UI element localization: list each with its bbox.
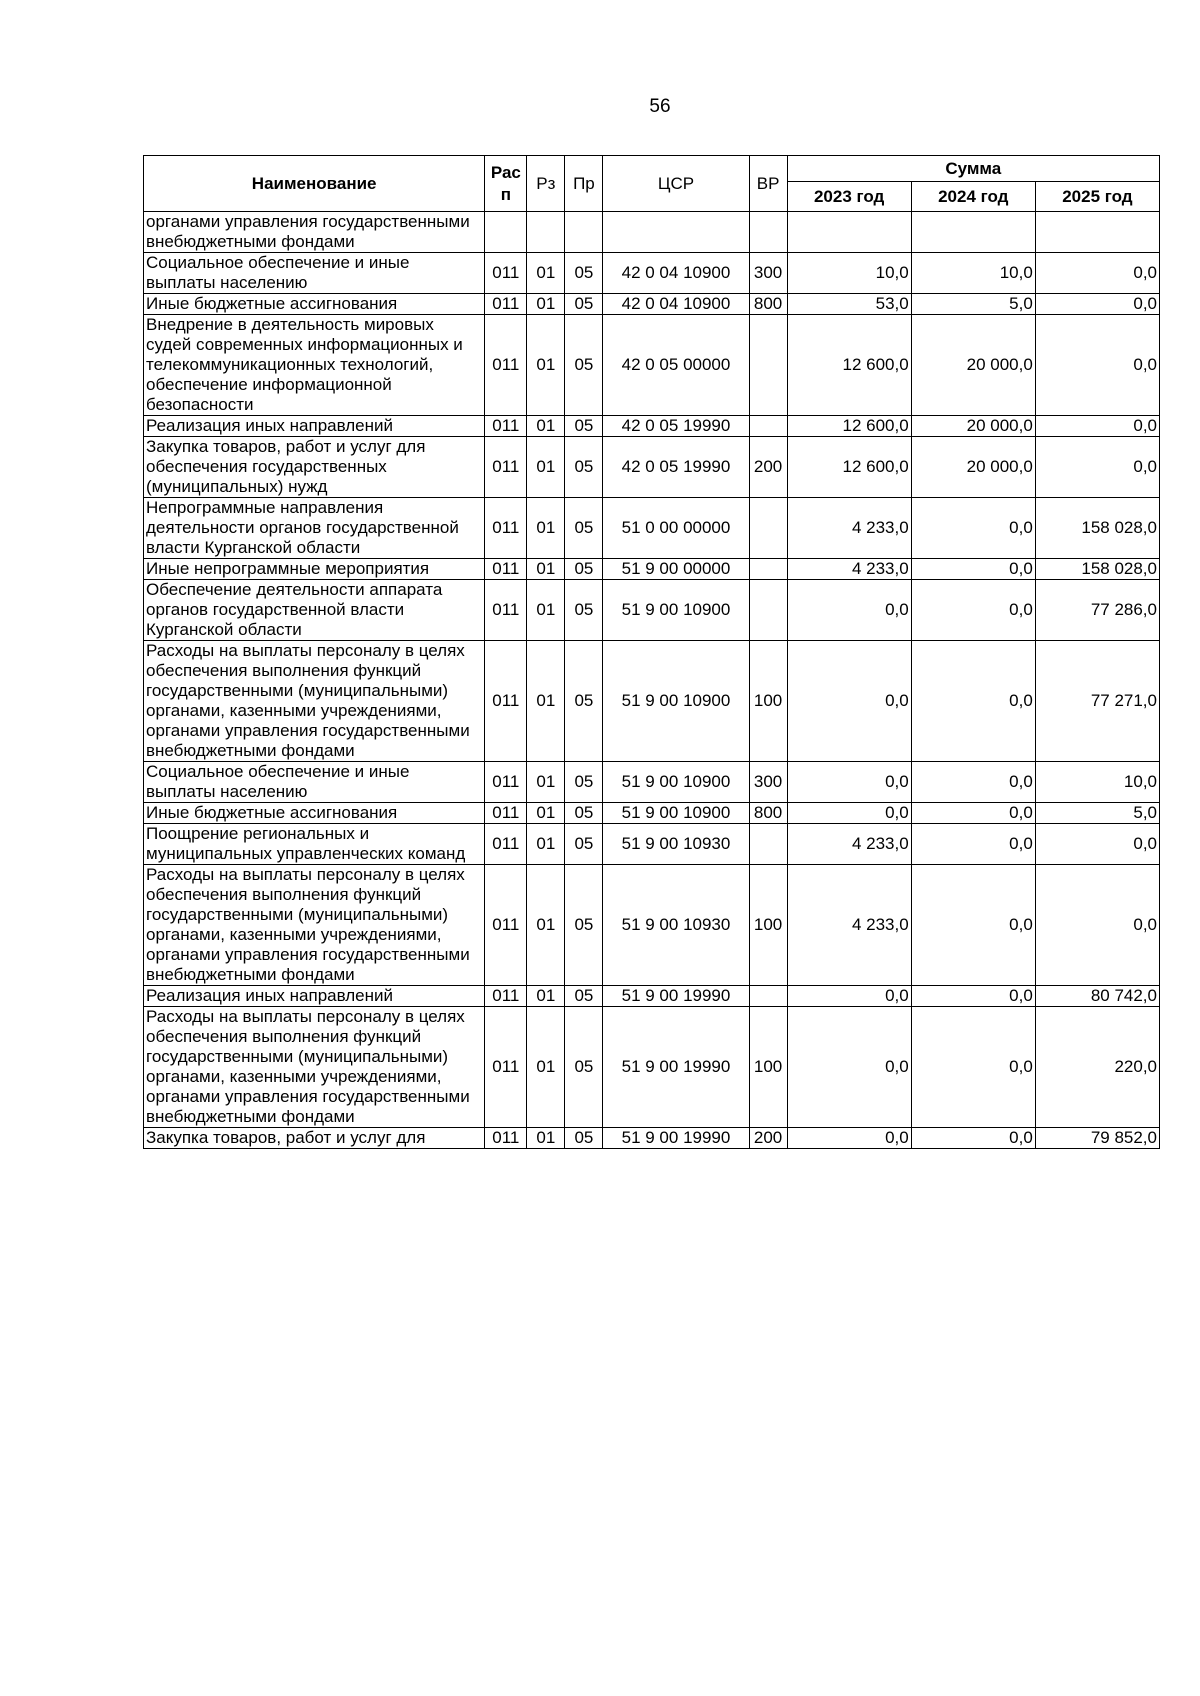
cell-pr: 05 xyxy=(565,294,603,315)
cell-sum-2024: 20 000,0 xyxy=(911,416,1035,437)
header-year-2023: 2023 год xyxy=(787,182,911,212)
cell-rz: 01 xyxy=(527,559,565,580)
cell-csr: 42 0 05 19990 xyxy=(603,416,749,437)
cell-sum-2024: 5,0 xyxy=(911,294,1035,315)
cell-sum-2023: 0,0 xyxy=(787,986,911,1007)
cell-name: Расходы на выплаты персоналу в целях обеспечения выполнения функций государственными (муниципальными) органами, казенными учреждениями, органами управления государственными внебюджетными фондами xyxy=(144,641,485,762)
cell-rasp: 011 xyxy=(485,1128,527,1149)
cell-csr: 51 9 00 19990 xyxy=(603,1007,749,1128)
cell-name: Закупка товаров, работ и услуг для xyxy=(144,1128,485,1149)
table-row xyxy=(144,803,1160,824)
table-row xyxy=(144,253,1160,294)
cell-rz: 01 xyxy=(527,641,565,762)
cell-csr: 51 9 00 10900 xyxy=(603,641,749,762)
cell-pr: 05 xyxy=(565,1007,603,1128)
table-row xyxy=(144,294,1160,315)
cell-pr: 05 xyxy=(565,315,603,416)
cell-vr: 300 xyxy=(749,762,787,803)
table-row xyxy=(144,762,1160,803)
cell-rasp: 011 xyxy=(485,762,527,803)
header-year-2024: 2024 год xyxy=(911,182,1035,212)
cell-vr xyxy=(749,498,787,559)
cell-rz: 01 xyxy=(527,437,565,498)
cell-sum-2024: 10,0 xyxy=(911,253,1035,294)
cell-rasp: 011 xyxy=(485,315,527,416)
cell-name: Закупка товаров, работ и услуг для обеспечения государственных (муниципальных) нужд xyxy=(144,437,485,498)
cell-name: Внедрение в деятельность мировых судей современных информационных и телекоммуникационных технологий, обеспечение информационной безопасности xyxy=(144,315,485,416)
cell-name: Иные бюджетные ассигнования xyxy=(144,294,485,315)
table-row xyxy=(144,315,1160,416)
table-row xyxy=(144,212,1160,253)
cell-sum-2024: 0,0 xyxy=(911,1128,1035,1149)
cell-vr xyxy=(749,580,787,641)
header-sum: Сумма xyxy=(787,156,1159,182)
table-row xyxy=(144,416,1160,437)
cell-sum-2025: 0,0 xyxy=(1035,437,1159,498)
cell-rasp: 011 xyxy=(485,824,527,865)
cell-sum-2024: 0,0 xyxy=(911,559,1035,580)
cell-sum-2025: 0,0 xyxy=(1035,294,1159,315)
cell-pr: 05 xyxy=(565,986,603,1007)
cell-name: Реализация иных направлений xyxy=(144,416,485,437)
cell-pr: 05 xyxy=(565,641,603,762)
cell-vr xyxy=(749,416,787,437)
cell-pr: 05 xyxy=(565,1128,603,1149)
cell-pr: 05 xyxy=(565,580,603,641)
cell-rasp: 011 xyxy=(485,498,527,559)
cell-rasp: 011 xyxy=(485,986,527,1007)
cell-rz xyxy=(527,212,565,253)
cell-sum-2023 xyxy=(787,212,911,253)
cell-sum-2024: 0,0 xyxy=(911,986,1035,1007)
cell-csr: 51 9 00 10900 xyxy=(603,803,749,824)
table-row xyxy=(144,498,1160,559)
table-row xyxy=(144,580,1160,641)
cell-csr: 51 9 00 10930 xyxy=(603,865,749,986)
cell-rz: 01 xyxy=(527,253,565,294)
cell-sum-2025: 0,0 xyxy=(1035,865,1159,986)
cell-rasp xyxy=(485,212,527,253)
cell-sum-2023: 0,0 xyxy=(787,803,911,824)
cell-vr: 200 xyxy=(749,437,787,498)
cell-sum-2024: 0,0 xyxy=(911,1007,1035,1128)
cell-csr: 42 0 05 00000 xyxy=(603,315,749,416)
header-rz: Рз xyxy=(527,156,565,212)
cell-rasp: 011 xyxy=(485,580,527,641)
cell-sum-2025 xyxy=(1035,212,1159,253)
cell-csr: 42 0 04 10900 xyxy=(603,294,749,315)
cell-pr: 05 xyxy=(565,865,603,986)
cell-rasp: 011 xyxy=(485,294,527,315)
table-row xyxy=(144,1128,1160,1149)
cell-pr: 05 xyxy=(565,416,603,437)
cell-rasp: 011 xyxy=(485,437,527,498)
cell-vr: 300 xyxy=(749,253,787,294)
cell-name: органами управления государственными внебюджетными фондами xyxy=(144,212,485,253)
cell-pr: 05 xyxy=(565,498,603,559)
table-row xyxy=(144,559,1160,580)
cell-csr: 51 9 00 10930 xyxy=(603,824,749,865)
header-rasp: Рас п xyxy=(485,156,527,212)
cell-csr xyxy=(603,212,749,253)
cell-sum-2023: 0,0 xyxy=(787,580,911,641)
cell-pr xyxy=(565,212,603,253)
cell-name: Реализация иных направлений xyxy=(144,986,485,1007)
cell-sum-2024: 0,0 xyxy=(911,824,1035,865)
cell-name: Расходы на выплаты персоналу в целях обеспечения выполнения функций государственными (муниципальными) органами, казенными учреждениями, органами управления государственными внебюджетными фондами xyxy=(144,865,485,986)
cell-sum-2025: 158 028,0 xyxy=(1035,559,1159,580)
table-body xyxy=(144,212,1160,1149)
table-row xyxy=(144,865,1160,986)
cell-sum-2023: 0,0 xyxy=(787,1007,911,1128)
cell-sum-2024: 0,0 xyxy=(911,641,1035,762)
cell-sum-2023: 12 600,0 xyxy=(787,416,911,437)
cell-sum-2023: 0,0 xyxy=(787,1128,911,1149)
cell-pr: 05 xyxy=(565,437,603,498)
cell-csr: 42 0 05 19990 xyxy=(603,437,749,498)
cell-vr xyxy=(749,212,787,253)
cell-csr: 51 9 00 19990 xyxy=(603,986,749,1007)
cell-vr: 200 xyxy=(749,1128,787,1149)
cell-name: Расходы на выплаты персоналу в целях обеспечения выполнения функций государственными (муниципальными) органами, казенными учреждениями, органами управления государственными внебюджетными фондами xyxy=(144,1007,485,1128)
cell-sum-2025: 0,0 xyxy=(1035,824,1159,865)
header-year-2025: 2025 год xyxy=(1035,182,1159,212)
budget-table xyxy=(143,155,1160,1149)
cell-sum-2025: 0,0 xyxy=(1035,416,1159,437)
cell-vr: 100 xyxy=(749,641,787,762)
cell-sum-2023: 4 233,0 xyxy=(787,498,911,559)
cell-sum-2025: 80 742,0 xyxy=(1035,986,1159,1007)
cell-pr: 05 xyxy=(565,762,603,803)
cell-rz: 01 xyxy=(527,986,565,1007)
header-vr: ВР xyxy=(749,156,787,212)
cell-rz: 01 xyxy=(527,315,565,416)
cell-csr: 42 0 04 10900 xyxy=(603,253,749,294)
cell-name: Социальное обеспечение и иные выплаты населению xyxy=(144,762,485,803)
cell-sum-2023: 4 233,0 xyxy=(787,559,911,580)
cell-sum-2024: 0,0 xyxy=(911,803,1035,824)
cell-sum-2025: 77 286,0 xyxy=(1035,580,1159,641)
table-header xyxy=(144,156,1160,212)
table-row xyxy=(144,1007,1160,1128)
cell-vr xyxy=(749,559,787,580)
cell-sum-2025: 0,0 xyxy=(1035,315,1159,416)
cell-csr: 51 9 00 00000 xyxy=(603,559,749,580)
cell-sum-2023: 12 600,0 xyxy=(787,315,911,416)
cell-sum-2023: 53,0 xyxy=(787,294,911,315)
cell-rz: 01 xyxy=(527,762,565,803)
table-row xyxy=(144,641,1160,762)
cell-vr xyxy=(749,315,787,416)
cell-rz: 01 xyxy=(527,1007,565,1128)
cell-rasp: 011 xyxy=(485,803,527,824)
cell-rz: 01 xyxy=(527,294,565,315)
cell-vr xyxy=(749,986,787,1007)
cell-name: Непрограммные направления деятельности органов государственной власти Курганской области xyxy=(144,498,485,559)
cell-sum-2024: 0,0 xyxy=(911,865,1035,986)
cell-rasp: 011 xyxy=(485,416,527,437)
cell-vr: 100 xyxy=(749,865,787,986)
table-row xyxy=(144,824,1160,865)
cell-sum-2025: 5,0 xyxy=(1035,803,1159,824)
table-row xyxy=(144,986,1160,1007)
cell-sum-2025: 10,0 xyxy=(1035,762,1159,803)
cell-sum-2023: 4 233,0 xyxy=(787,865,911,986)
cell-rz: 01 xyxy=(527,803,565,824)
cell-rz: 01 xyxy=(527,580,565,641)
cell-sum-2024 xyxy=(911,212,1035,253)
cell-vr: 800 xyxy=(749,294,787,315)
cell-name: Иные бюджетные ассигнования xyxy=(144,803,485,824)
cell-sum-2024: 20 000,0 xyxy=(911,437,1035,498)
cell-csr: 51 9 00 19990 xyxy=(603,1128,749,1149)
header-name: Наименование xyxy=(144,156,485,212)
cell-sum-2023: 4 233,0 xyxy=(787,824,911,865)
cell-csr: 51 9 00 10900 xyxy=(603,580,749,641)
cell-vr: 800 xyxy=(749,803,787,824)
cell-vr xyxy=(749,824,787,865)
cell-sum-2024: 0,0 xyxy=(911,498,1035,559)
cell-rz: 01 xyxy=(527,1128,565,1149)
cell-sum-2024: 20 000,0 xyxy=(911,315,1035,416)
cell-sum-2025: 158 028,0 xyxy=(1035,498,1159,559)
cell-sum-2025: 79 852,0 xyxy=(1035,1128,1159,1149)
cell-rasp: 011 xyxy=(485,1007,527,1128)
cell-rasp: 011 xyxy=(485,253,527,294)
cell-sum-2023: 10,0 xyxy=(787,253,911,294)
cell-rz: 01 xyxy=(527,865,565,986)
header-csr: ЦСР xyxy=(603,156,749,212)
cell-sum-2023: 0,0 xyxy=(787,641,911,762)
cell-pr: 05 xyxy=(565,803,603,824)
cell-csr: 51 9 00 10900 xyxy=(603,762,749,803)
cell-rasp: 011 xyxy=(485,865,527,986)
cell-vr: 100 xyxy=(749,1007,787,1128)
cell-sum-2025: 220,0 xyxy=(1035,1007,1159,1128)
cell-csr: 51 0 00 00000 xyxy=(603,498,749,559)
cell-sum-2025: 0,0 xyxy=(1035,253,1159,294)
cell-rz: 01 xyxy=(527,416,565,437)
cell-sum-2023: 0,0 xyxy=(787,762,911,803)
cell-pr: 05 xyxy=(565,824,603,865)
cell-name: Поощрение региональных и муниципальных управленческих команд xyxy=(144,824,485,865)
page-number: 56 xyxy=(649,96,671,117)
cell-pr: 05 xyxy=(565,253,603,294)
cell-sum-2025: 77 271,0 xyxy=(1035,641,1159,762)
cell-name: Социальное обеспечение и иные выплаты населению xyxy=(144,253,485,294)
cell-rasp: 011 xyxy=(485,641,527,762)
cell-sum-2023: 12 600,0 xyxy=(787,437,911,498)
cell-sum-2024: 0,0 xyxy=(911,580,1035,641)
cell-name: Обеспечение деятельности аппарата органов государственной власти Курганской области xyxy=(144,580,485,641)
cell-rz: 01 xyxy=(527,824,565,865)
cell-pr: 05 xyxy=(565,559,603,580)
cell-rasp: 011 xyxy=(485,559,527,580)
cell-name: Иные непрограммные мероприятия xyxy=(144,559,485,580)
table-row xyxy=(144,437,1160,498)
cell-rz: 01 xyxy=(527,498,565,559)
header-pr: Пр xyxy=(565,156,603,212)
cell-sum-2024: 0,0 xyxy=(911,762,1035,803)
